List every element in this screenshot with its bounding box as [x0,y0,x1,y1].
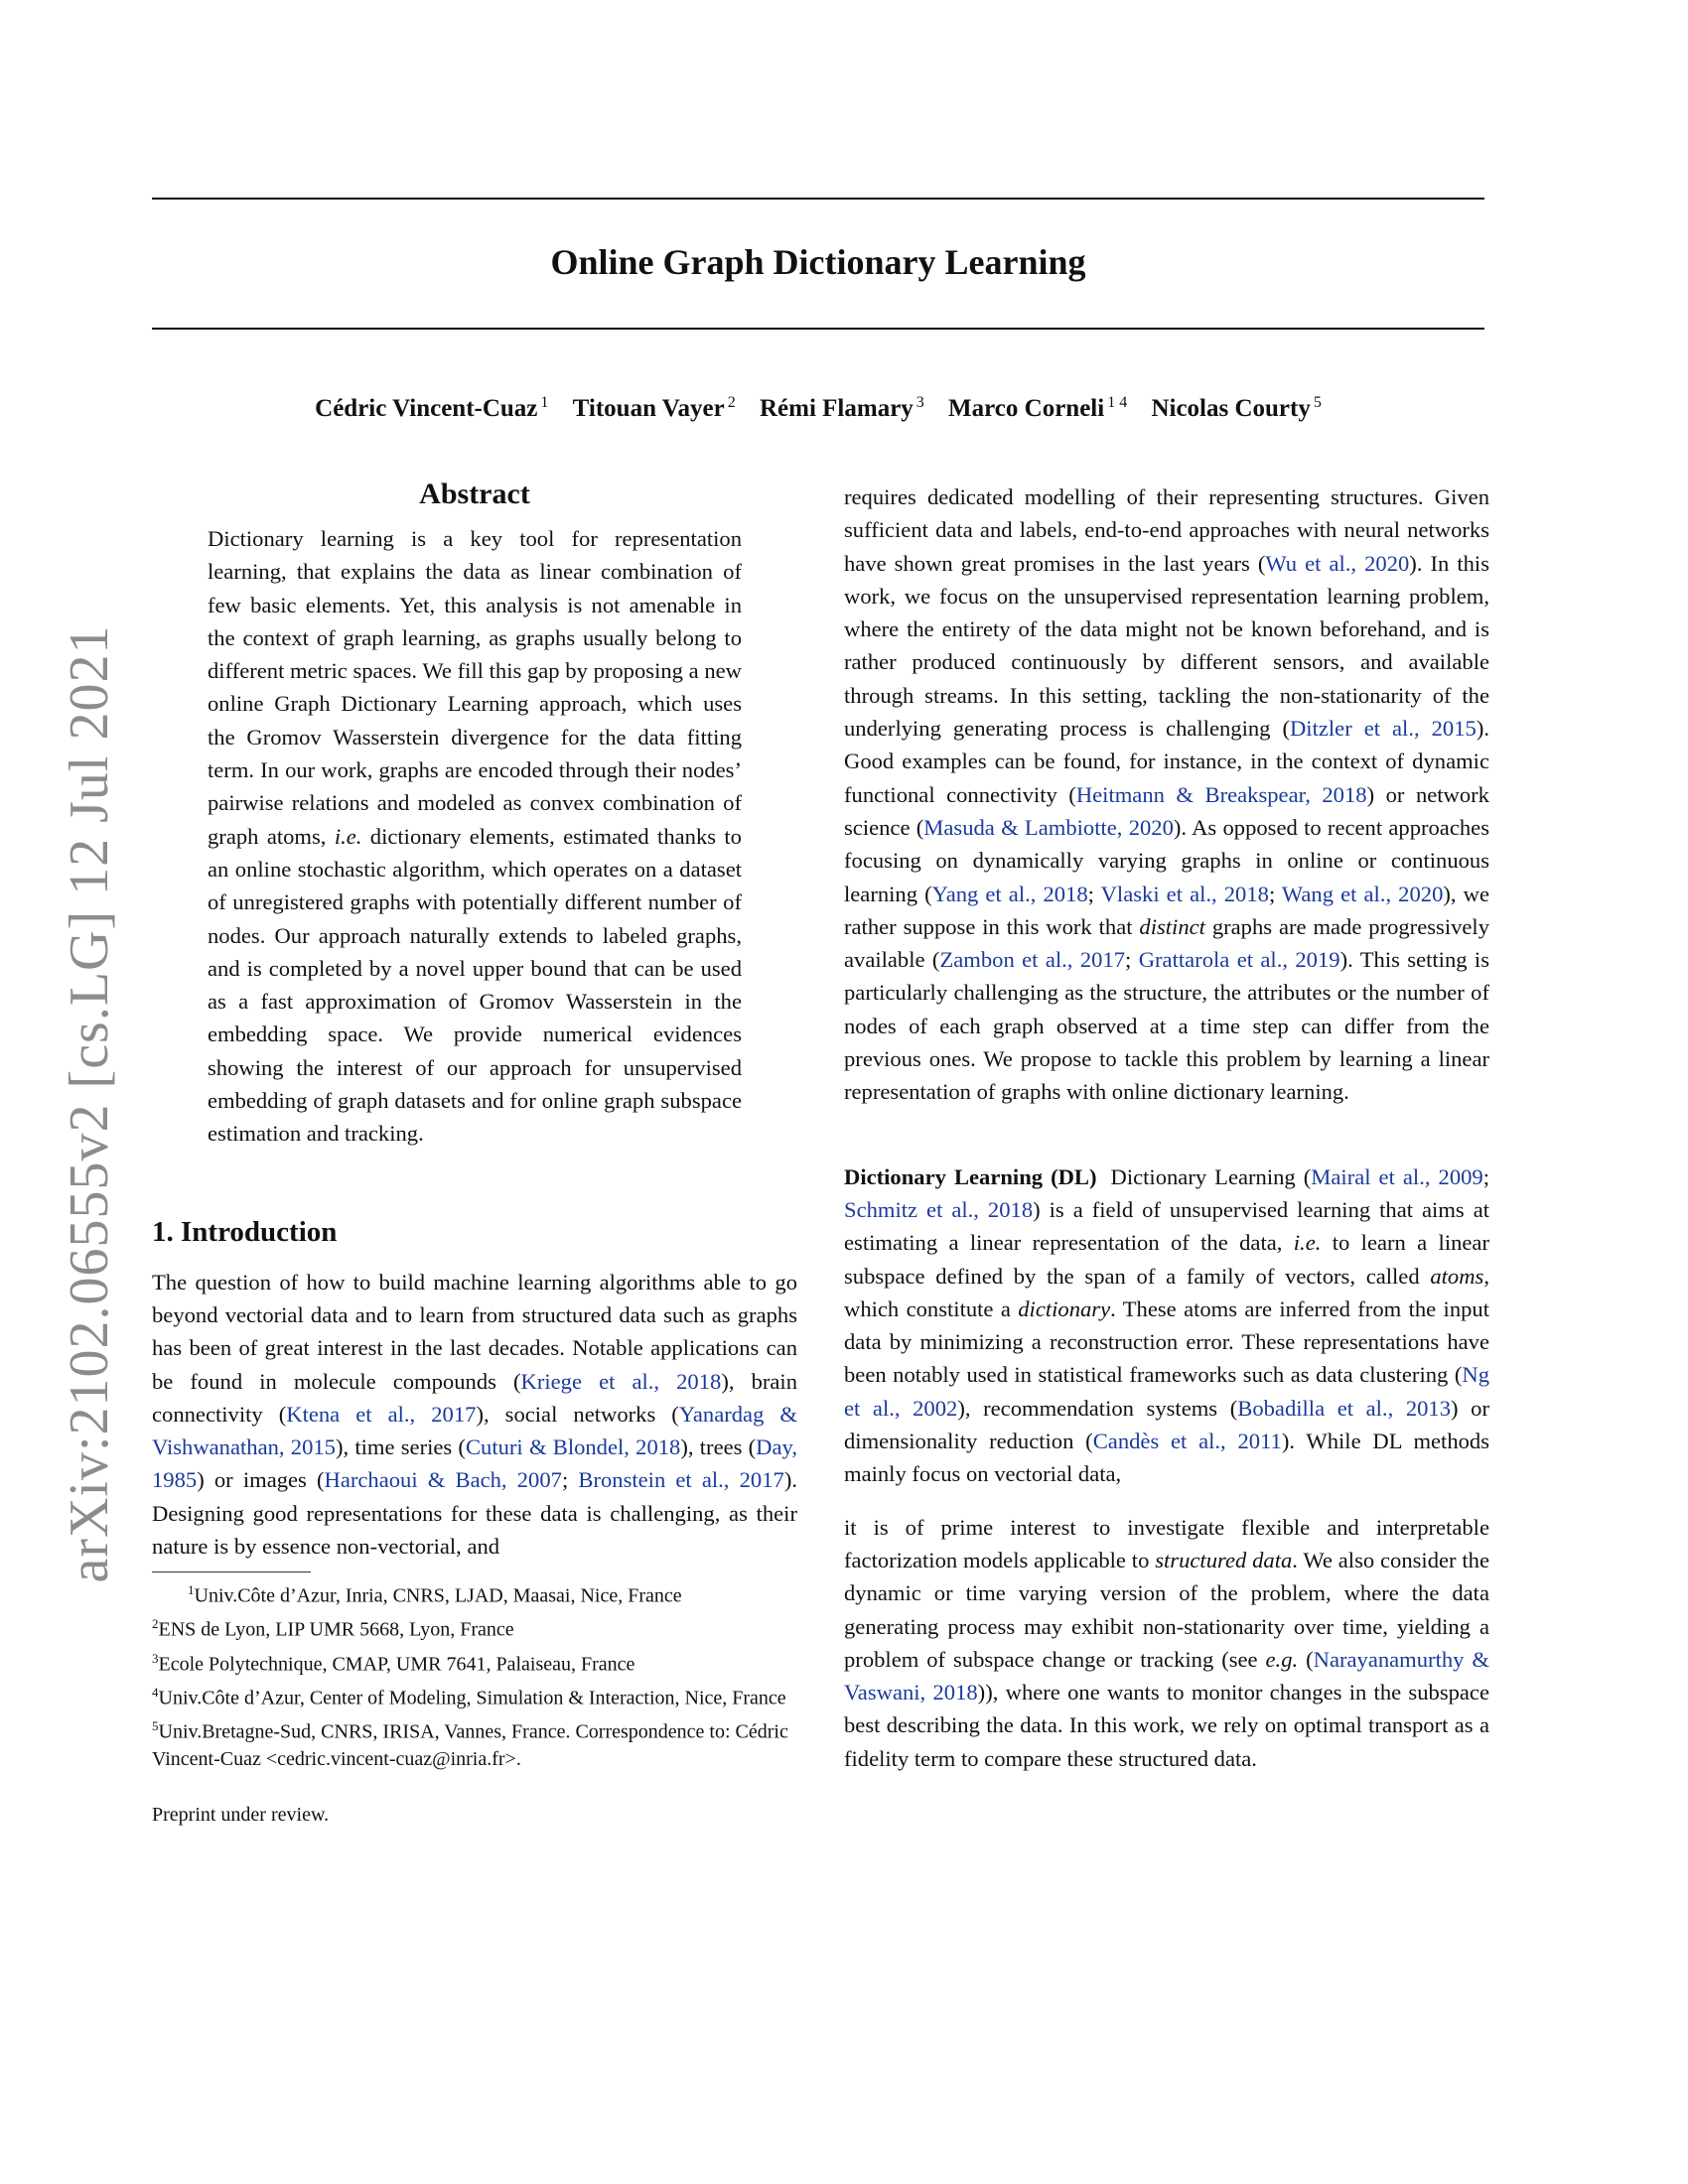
citation-link[interactable]: Grattarola et al., 2019 [1138,947,1340,973]
citation-link[interactable]: Schmitz et al., 2018 [844,1196,1034,1222]
right-column [844,480,1489,1775]
author-name: Marco Corneli [948,395,1105,423]
author-affiliation: 1 4 [1107,394,1128,411]
footnote: $^4$Univ.Côte d’Azur, Center of Modeling, Simulation & Interaction, Nice, France [152,1684,786,1709]
intro-paragraph: The question of how to build machine learning algorithms able to go beyond vectorial data and to learn from structured data such as graphs has been of great interest in the last decades. Notable applications can be found in molecule compounds (Kriege et al., 2018), brain connectivity (Ktena et al., 2017), social networks (Yanardag & Vishwanathan, 2015), time series (Cuturi & Blondel, 2018), trees (Day, 1985) or images (Harchaoui & Bach, 2007; Bronstein et al., 2017). Designing good representations for these data is challenging, as their nature is by essence non-vectorial, and [152,1269,798,1560]
citation-link[interactable]: Zambon et al., 2017 [939,947,1126,973]
footnote: $^1$Univ.Côte d’Azur, Inria, CNRS, LJAD, Maasai, Nice, France [188,1582,682,1607]
intro-paragraph: it is of prime interest to investigate flexible and interpretable factorization models applicable to structured data. We also consider the dynamic or time varying version of the problem, where the data generating process may exhibit non-stationarity over time, yielding a problem of subspace change or tracking (see e.g. (Narayanamurthy & Vaswani, 2018)), where one wants to monitor changes in the subspace best describing the data. In this work, we rely on optimal transport as a fidelity term to compare these structured data. [844,1514,1490,1771]
author [573,395,736,422]
intro-paragraph-dictionary-learning: Dictionary Learning (DL) Dictionary Learning (Mairal et al., 2009; Schmitz et al., 2018) is a field of unsupervised learning that aims at estimating a linear representation of the data, i.e. to learn a linear subspace defined by the span of a family of vectors, called atoms, which constitute a dictionary. These atoms are inferred from the input data by minimizing a reconstruction error. These representations have been notably used in statistical frameworks such as data clustering (Ng et al., 2002), recommendation systems (Bobadilla et al., 2013) or dimensionality reduction (Candès et al., 2011). While DL methods mainly focus on vectorial data, [844,1163,1490,1487]
footnote: $^3$Ecole Polytechnique, CMAP, UMR 7641, Palaiseau, France [152,1650,635,1676]
citation-link[interactable]: Bobadilla et al., 2013 [1237,1395,1452,1421]
left-column [152,475,797,1829]
citation-link[interactable]: Ng et al., 2002 [844,1362,1489,1421]
citation-link[interactable]: Cuturi & Blondel, 2018 [465,1434,681,1460]
paper-title: Online Graph Dictionary Learning [550,242,1086,282]
author-affiliation: 1 [540,394,549,411]
intro-paragraph: requires dedicated modelling of their representing structures. Given sufficient data and labels, end-to-end approaches with neural networks have shown great promises in the last years (Wu et al., 2020). In this work, we focus on the unsupervised representation learning problem, where the entirety of the data might not be known beforehand, and is rather produced continuously by different sensors, and available through streams. In this setting, tackling the non-stationarity of the underlying generating process is challenging (Ditzler et al., 2015). Good examples can be found, for instance, in the context of dynamic functional connectivity (Heitmann & Breakspear, 2018) or network science (Masuda & Lambiotte, 2020). As opposed to recent approaches focusing on dynamically varying graphs in online or continuous learning (Yang et al., 2018; Vlaski et al., 2018; Wang et al., 2020), we rather suppose in this work that distinct graphs are made progressively available (Zambon et al., 2017; Grattarola et al., 2019). This setting is particularly challenging as the structure, the attributes or the number of nodes of each graph observed at a time step can differ from the previous ones. We propose to tackle this problem by learning a linear representation of graphs with online dictionary learning. [844,484,1490,1105]
author-list [152,387,1484,425]
citation-link[interactable]: Vlaski et al., 2018 [1100,881,1269,906]
preprint-note: Preprint under review. [152,1803,330,1826]
citation-link[interactable]: Ktena et al., 2017 [286,1401,477,1427]
section-heading-introduction: 1. Introduction [152,1215,338,1248]
title-rule-top [152,198,1484,200]
citation-link[interactable]: Yanardag & Vishwanathan, 2015 [152,1401,797,1460]
citation-link[interactable]: Kriege et al., 2018 [520,1368,722,1394]
citation-link[interactable]: Day, 1985 [152,1434,797,1493]
author-name: Nicolas Courty [1151,395,1311,423]
arxiv-identifier: arXiv:2102.06555v2 [cs.LG] 12 Jul 2021 [59,624,120,1583]
author [315,395,548,422]
citation-link[interactable]: Ditzler et al., 2015 [1289,716,1477,742]
author-name: Titouan Vayer [572,395,725,423]
footnote-divider [152,1571,311,1572]
author-affiliation: 2 [727,394,736,411]
citation-link[interactable]: Narayanamurthy & Vaswani, 2018 [844,1646,1489,1706]
abstract-text: Dictionary learning is a key tool for representation learning, that explains the data as linear combination of few basic elements. Yet, this analysis is not amenable in the context of graph learning, as graphs usually belong to different metric spaces. We fill this gap by proposing a new online Graph Dictionary Learning approach, which uses the Gromov Wasserstein divergence for the data fitting term. In our work, graphs are encoded through their nodes’ pairwise relations and modeled as convex combination of graph atoms, i.e. dictionary elements, estimated thanks to an online stochastic algorithm, which operates on a dataset of unregistered graphs with potentially different number of nodes. Our approach naturally extends to labeled graphs, and is completed by a novel upper bound that can be used as a fast approximation of Gromov Wasserstein in the embedding space. We provide numerical evidences showing the interest of our approach for unsupervised embedding of graph datasets and for online graph subspace estimation and tracking. [208,526,742,1147]
citation-link[interactable]: Bronstein et al., 2017 [578,1467,784,1493]
citation-link[interactable]: Wu et al., 2020 [1265,550,1410,576]
author-name: Rémi Flamary [759,395,914,423]
abstract-heading: Abstract [419,478,530,510]
citation-link[interactable]: Wang et al., 2020 [1281,881,1444,906]
footnote: $^5$Univ.Bretagne-Sud, CNRS, IRISA, Vannes, France. Correspondence to: Cédric Vincent-Cuaz <cedric.vincent-cuaz@inria.fr>. [152,1717,788,1771]
citation-link[interactable]: Candès et al., 2011 [1092,1429,1282,1454]
author [948,395,1127,422]
citation-link[interactable]: Heitmann & Breakspear, 2018 [1075,781,1367,807]
paragraph-runin-heading: Dictionary Learning (DL) [844,1163,1097,1189]
author [760,395,924,422]
citation-link[interactable]: Masuda & Lambiotte, 2020 [923,814,1174,840]
title-rule-bottom [152,328,1484,330]
citation-link[interactable]: Mairal et al., 2009 [1311,1163,1483,1189]
footnote: $^2$ENS de Lyon, LIP UMR 5668, Lyon, France [152,1616,514,1642]
author-affiliation: 5 [1313,394,1322,411]
citation-link[interactable]: Yang et al., 2018 [931,881,1088,906]
author [1151,395,1321,422]
author-name: Cédric Vincent-Cuaz [315,395,538,423]
citation-link[interactable]: Harchaoui & Bach, 2007 [324,1467,562,1493]
footnotes [152,1576,797,1773]
author-affiliation: 3 [915,394,924,411]
